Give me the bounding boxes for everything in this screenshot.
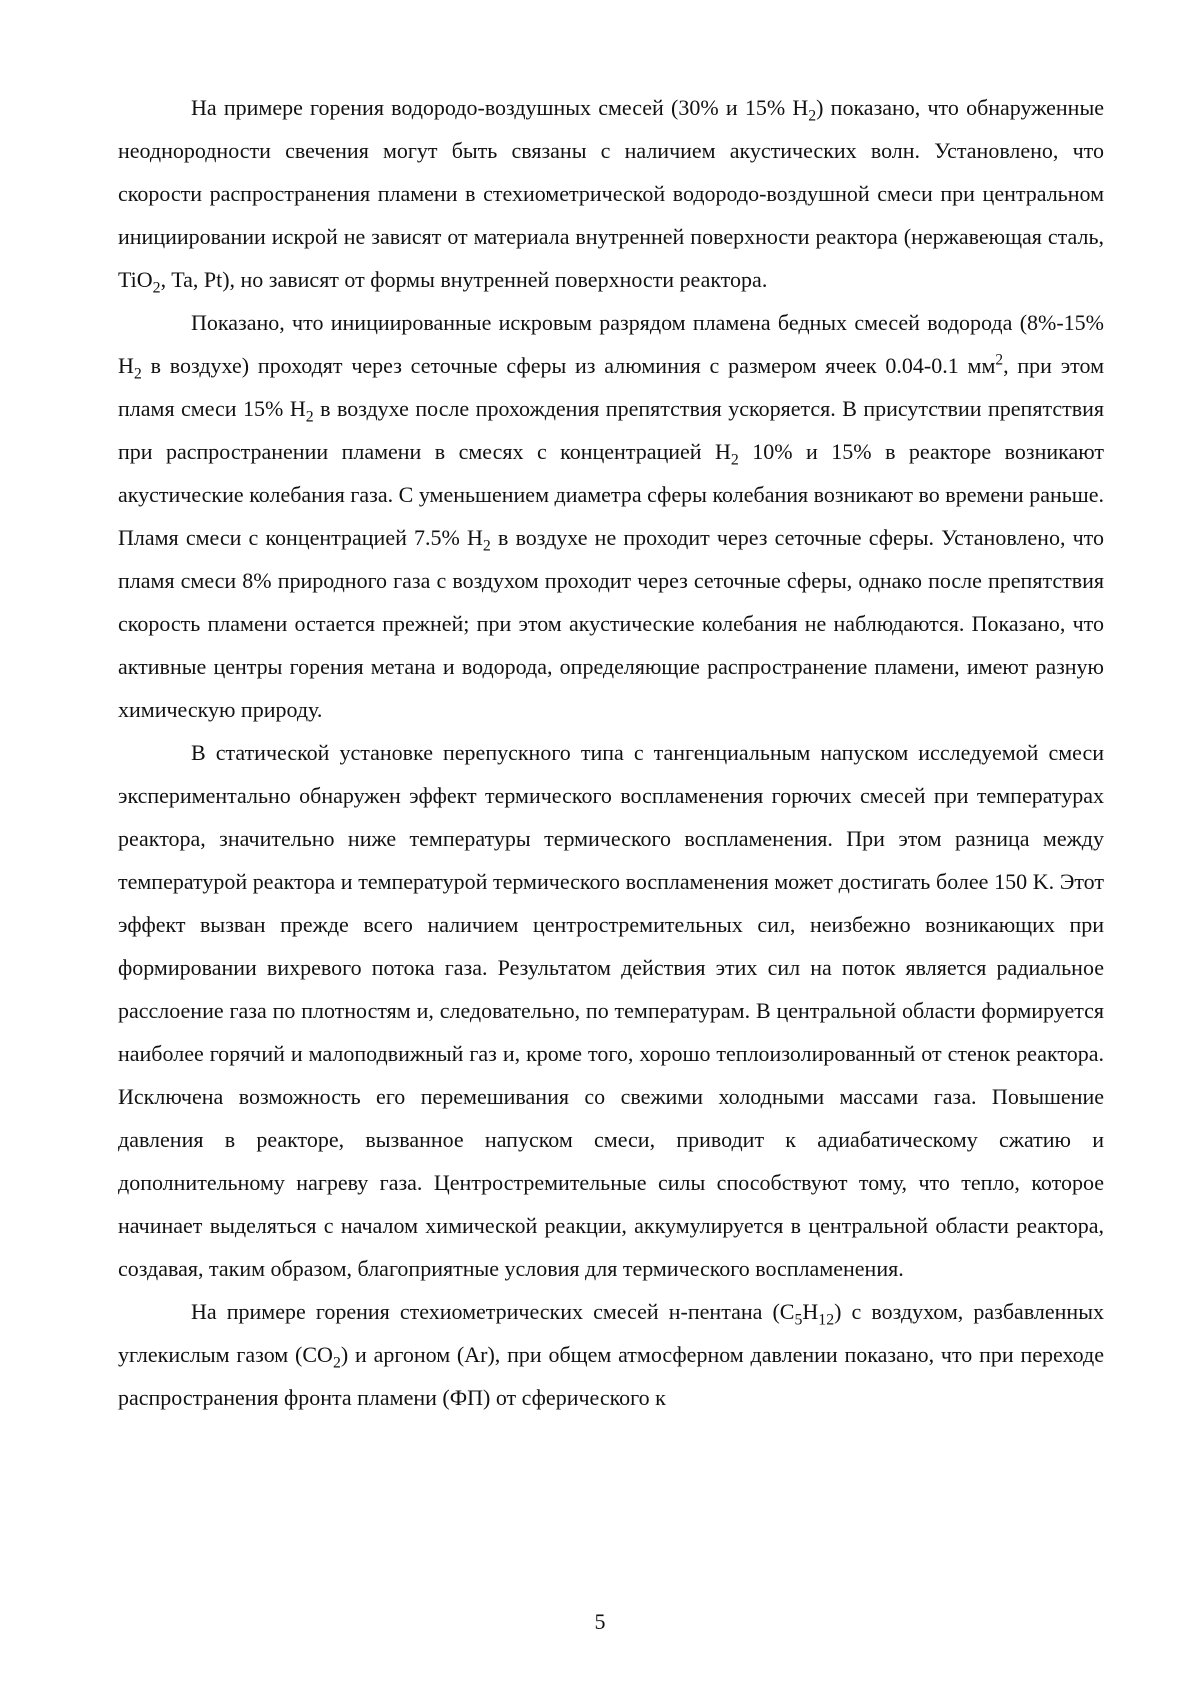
text-run: На примере горения стехиометрических смесей н-пентана (C — [191, 1299, 795, 1324]
subscript: 12 — [818, 1311, 835, 1329]
paragraph — [118, 301, 1104, 731]
subscript: 5 — [794, 1311, 803, 1329]
paragraph — [118, 86, 1104, 301]
subscript: 2 — [482, 537, 491, 555]
text-run: На примере горения водородо-воздушных смесей (30% и 15% H — [191, 95, 809, 120]
text-run: в воздухе не проходит через сеточные сферы. Установлено, что пламя смеси 8% природного газа с воздухом проходит через сеточные сферы, однако после препятствия скорость пламени остается прежней; при этом акустические колебания не наблюдаются. Показано, что активные центры горения метана и водорода, определяющие распространение пламени, имеют разную химическую природу. — [118, 525, 1104, 722]
text-run: ) с воздухом, разбавленных углекислым газом (CO — [118, 1299, 1104, 1367]
text-run: в воздухе после прохождения препятствия ускоряется. В присутствии препятствия при распространении пламени в смесях с концентрацией H — [118, 396, 1104, 464]
text-run: , Ta, Pt), но зависят от формы внутренней поверхности реактора. — [160, 267, 768, 292]
paragraph — [118, 1290, 1104, 1419]
text-run: H — [802, 1299, 819, 1324]
text-run: в воздухе) проходят через сеточные сферы из алюминия с размером ячеек 0.04-0.1 мм — [141, 353, 996, 378]
page-number: 5 — [594, 1609, 606, 1634]
superscript: 2 — [995, 351, 1004, 369]
text-run: 10% и 15% в реакторе возникают акустические колебания газа. С уменьшением диаметра сферы колебания возникают во времени раньше. Пламя смеси с концентрацией 7.5% H — [118, 439, 1104, 550]
paragraph — [118, 731, 1104, 1290]
text-run: ) и аргоном (Ar), при общем атмосферном давлении показано, что при переходе распространения фронта пламени (ФП) от сферического к — [118, 1342, 1104, 1410]
subscript: 2 — [133, 365, 142, 383]
text-run: В статической установке перепускного типа с тангенциальным напуском исследуемой смеси экспериментально обнаружен эффект термического воспламенения горючих смесей при температурах реактора, значительно ниже температуры термического воспламенения. При этом разница между температурой реактора и температурой термического воспламенения может достигать более 150 K. Этот эффект вызван прежде всего наличием центростремительных сил, неизбежно возникающих при формировании вихревого потока газа. Результатом действия этих сил на поток является радиальное расслоение газа по плотностям и, следовательно, по температурам. В центральной области формируется наиболее горячий и малоподвижный газ и, кроме того, хорошо теплоизолированный от стенок реактора. Исключена возможность его перемешивания со свежими холодными массами газа. Повышение давления в реакторе, вызванное напуском смеси, приводит к адиабатическому сжатию и дополнительному нагреву газа. Центростремительные силы способствуют тому, что тепло, которое начинает выделяться с началом химической реакции, аккумулируется в центральной области реактора, создавая, таким образом, благоприятные условия для термического воспламенения. — [118, 740, 1104, 1281]
subscript: 2 — [808, 107, 817, 125]
text-run: Показано, что инициированные искровым разрядом пламена бедных смесей водорода (8%-15% H — [118, 310, 1104, 378]
subscript: 2 — [332, 1354, 341, 1372]
text-run: , при этом пламя смеси 15% H — [118, 353, 1104, 421]
subscript: 2 — [730, 451, 739, 469]
document-page — [118, 86, 1104, 1419]
text-run: ) показано, что обнаруженные неоднородности свечения могут быть связаны с наличием акустических волн. Установлено, что скорости распространения пламени в стехиометрической водородо-воздушной смеси при центральном инициировании искрой не зависят от материала внутренней поверхности реактора (нержавеющая сталь, TiO — [118, 95, 1104, 292]
subscript: 2 — [152, 279, 161, 297]
subscript: 2 — [305, 408, 314, 426]
